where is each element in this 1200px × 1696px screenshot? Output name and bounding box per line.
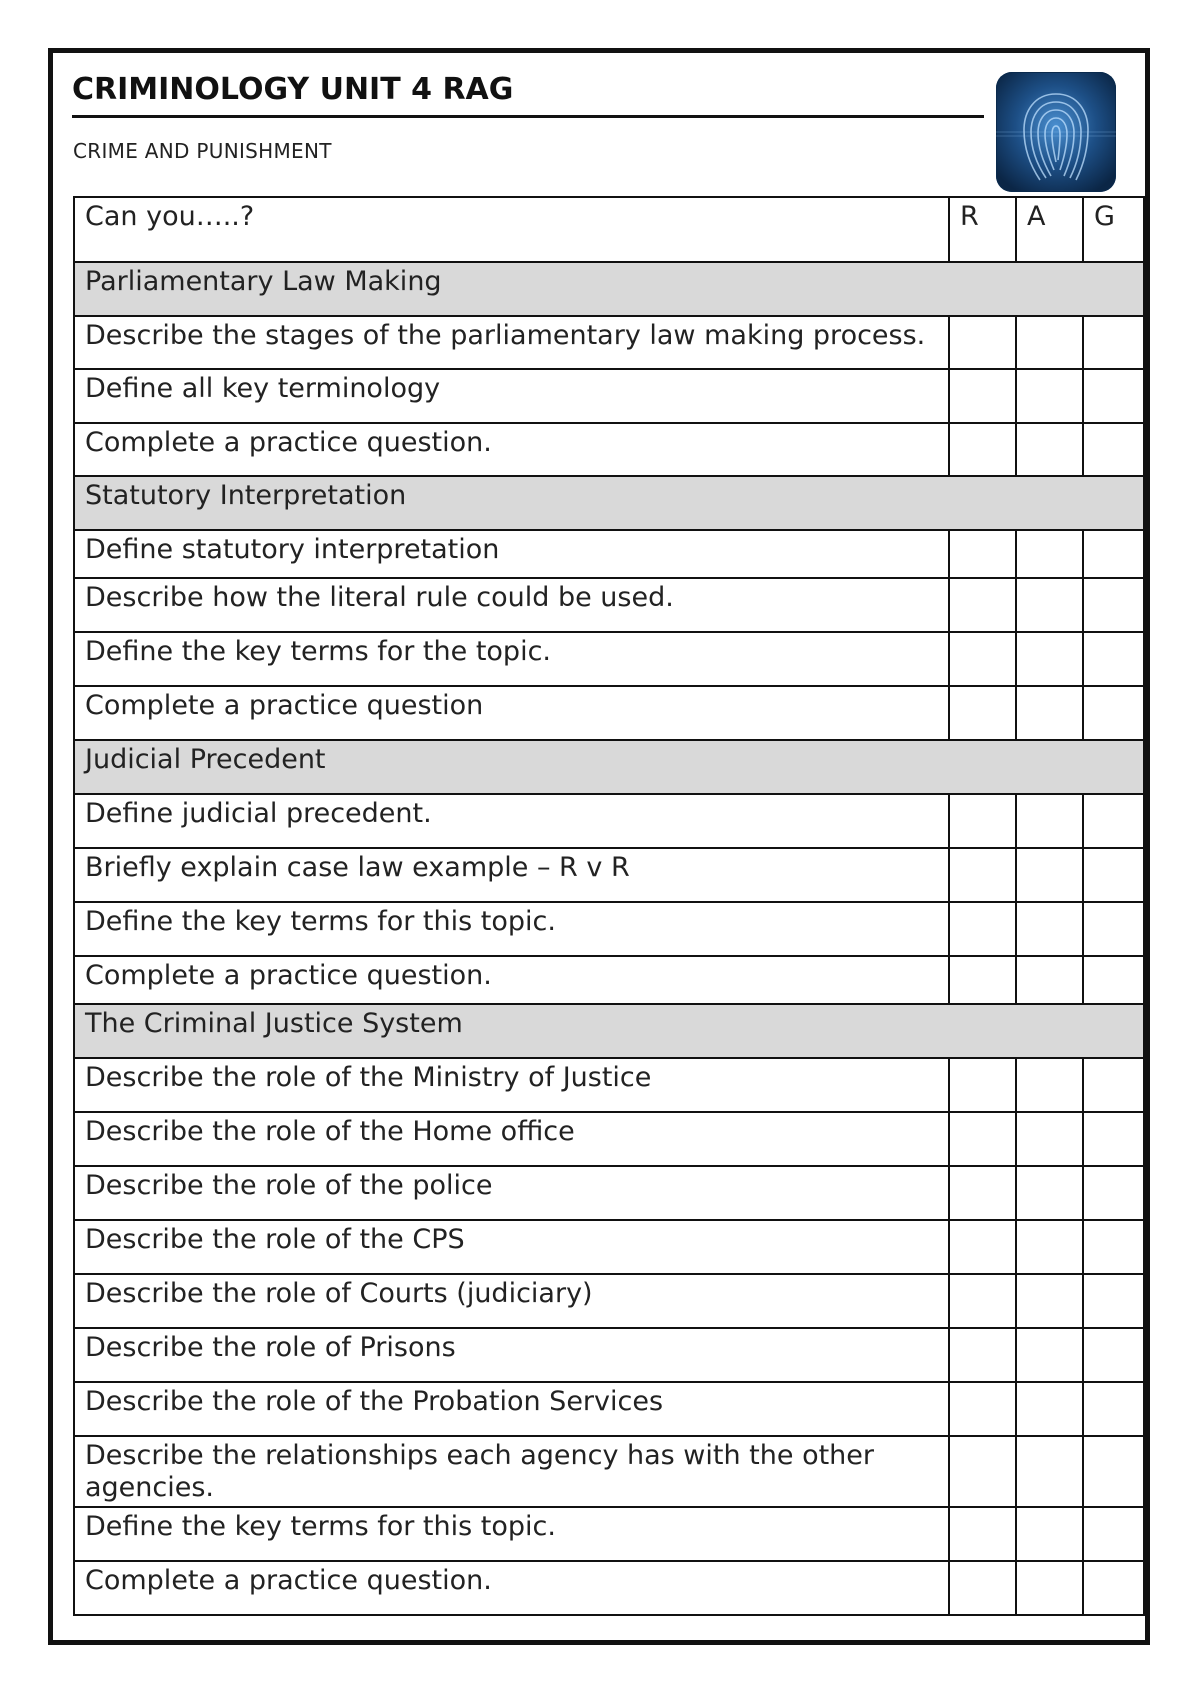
rag-cell-r[interactable] (949, 1058, 1016, 1112)
rag-cell-g[interactable] (1083, 1220, 1144, 1274)
question-cell: Complete a practice question. (74, 956, 949, 1004)
rag-cell-r[interactable] (949, 1328, 1016, 1382)
rag-cell-g[interactable] (1083, 1112, 1144, 1166)
rag-cell-r[interactable] (949, 632, 1016, 686)
rag-cell-a[interactable] (1016, 1561, 1083, 1615)
question-cell: Define the key terms for this topic. (74, 1507, 949, 1561)
rag-cell-r[interactable] (949, 316, 1016, 369)
table-row (74, 316, 1144, 369)
rag-cell-a[interactable] (1016, 1328, 1083, 1382)
question-cell: Describe the role of the Home office (74, 1112, 949, 1166)
section-row (74, 740, 1144, 794)
header-question: Can you…..? (74, 197, 949, 262)
question-cell: Complete a practice question. (74, 423, 949, 476)
rag-cell-r[interactable] (949, 1166, 1016, 1220)
table-row (74, 1561, 1144, 1615)
rag-cell-a[interactable] (1016, 956, 1083, 1004)
rag-cell-a[interactable] (1016, 686, 1083, 740)
question-cell: Briefly explain case law example – R v R (74, 848, 949, 902)
rag-cell-a[interactable] (1016, 369, 1083, 423)
section-row (74, 1004, 1144, 1058)
table-row (74, 686, 1144, 740)
rag-cell-g[interactable] (1083, 1058, 1144, 1112)
rag-cell-a[interactable] (1016, 423, 1083, 476)
question-cell: Describe the role of Prisons (74, 1328, 949, 1382)
table-row (74, 902, 1144, 956)
table-row (74, 1507, 1144, 1561)
rag-cell-a[interactable] (1016, 902, 1083, 956)
table-row (74, 578, 1144, 632)
rag-cell-g[interactable] (1083, 686, 1144, 740)
question-cell: Define the key terms for the topic. (74, 632, 949, 686)
header-a: A (1016, 197, 1083, 262)
rag-cell-g[interactable] (1083, 632, 1144, 686)
table-row (74, 794, 1144, 848)
rag-cell-a[interactable] (1016, 578, 1083, 632)
title-underline (72, 115, 984, 118)
rag-cell-g[interactable] (1083, 1328, 1144, 1382)
table-header-row (74, 197, 1144, 262)
rag-cell-g[interactable] (1083, 956, 1144, 1004)
rag-cell-r[interactable] (949, 423, 1016, 476)
table-row (74, 1166, 1144, 1220)
page-subtitle: CRIME AND PUNISHMENT (73, 139, 332, 163)
rag-cell-r[interactable] (949, 578, 1016, 632)
question-cell: Describe the stages of the parliamentary law making process. (74, 316, 949, 369)
table-row (74, 632, 1144, 686)
rag-cell-a[interactable] (1016, 1382, 1083, 1436)
table-row (74, 1274, 1144, 1328)
question-cell: Describe the role of the Ministry of Justice (74, 1058, 949, 1112)
question-cell: Complete a practice question. (74, 1561, 949, 1615)
question-cell: Describe the relationships each agency has with the other agencies. (74, 1436, 949, 1507)
rag-cell-r[interactable] (949, 1220, 1016, 1274)
header-r: R (949, 197, 1016, 262)
question-cell: Describe the role of the Probation Services (74, 1382, 949, 1436)
question-cell: Define the key terms for this topic. (74, 902, 949, 956)
table-row (74, 1436, 1144, 1507)
question-cell: Describe the role of Courts (judiciary) (74, 1274, 949, 1328)
rag-cell-a[interactable] (1016, 316, 1083, 369)
rag-cell-r[interactable] (949, 1507, 1016, 1561)
table-row (74, 848, 1144, 902)
question-cell: Define judicial precedent. (74, 794, 949, 848)
section-title: Judicial Precedent (74, 740, 1144, 794)
rag-cell-r[interactable] (949, 1274, 1016, 1328)
rag-cell-a[interactable] (1016, 794, 1083, 848)
page-title: CRIMINOLOGY UNIT 4 RAG (72, 72, 514, 107)
rag-cell-a[interactable] (1016, 1274, 1083, 1328)
rag-cell-r[interactable] (949, 686, 1016, 740)
rag-cell-r[interactable] (949, 794, 1016, 848)
rag-cell-g[interactable] (1083, 1561, 1144, 1615)
rag-cell-r[interactable] (949, 530, 1016, 578)
section-title: The Criminal Justice System (74, 1004, 1144, 1058)
rag-cell-a[interactable] (1016, 1112, 1083, 1166)
rag-cell-g[interactable] (1083, 369, 1144, 423)
rag-cell-r[interactable] (949, 1112, 1016, 1166)
table-row (74, 423, 1144, 476)
question-cell: Describe how the literal rule could be used. (74, 578, 949, 632)
rag-cell-a[interactable] (1016, 632, 1083, 686)
rag-cell-a[interactable] (1016, 1436, 1083, 1507)
section-row (74, 476, 1144, 530)
section-row (74, 262, 1144, 316)
rag-cell-g[interactable] (1083, 1382, 1144, 1436)
question-cell: Define all key terminology (74, 369, 949, 423)
rag-cell-r[interactable] (949, 1436, 1016, 1507)
table-row (74, 956, 1144, 1004)
rag-cell-a[interactable] (1016, 530, 1083, 578)
table-row (74, 1058, 1144, 1112)
section-title: Statutory Interpretation (74, 476, 1144, 530)
rag-cell-a[interactable] (1016, 1220, 1083, 1274)
question-cell: Complete a practice question (74, 686, 949, 740)
rag-cell-g[interactable] (1083, 530, 1144, 578)
question-cell: Define statutory interpretation (74, 530, 949, 578)
rag-cell-a[interactable] (1016, 1166, 1083, 1220)
rag-cell-r[interactable] (949, 1561, 1016, 1615)
table-row (74, 530, 1144, 578)
rag-cell-a[interactable] (1016, 1507, 1083, 1561)
rag-cell-a[interactable] (1016, 848, 1083, 902)
rag-cell-g[interactable] (1083, 423, 1144, 476)
rag-cell-g[interactable] (1083, 848, 1144, 902)
rag-cell-r[interactable] (949, 848, 1016, 902)
rag-cell-g[interactable] (1083, 1507, 1144, 1561)
rag-cell-r[interactable] (949, 902, 1016, 956)
rag-cell-g[interactable] (1083, 902, 1144, 956)
rag-cell-r[interactable] (949, 956, 1016, 1004)
table-row (74, 1328, 1144, 1382)
rag-cell-g[interactable] (1083, 794, 1144, 848)
rag-cell-g[interactable] (1083, 1166, 1144, 1220)
table-row (74, 1112, 1144, 1166)
rag-cell-g[interactable] (1083, 578, 1144, 632)
rag-cell-g[interactable] (1083, 1274, 1144, 1328)
rag-cell-g[interactable] (1083, 316, 1144, 369)
table-row (74, 1382, 1144, 1436)
table-row (74, 369, 1144, 423)
rag-cell-a[interactable] (1016, 1058, 1083, 1112)
question-cell: Describe the role of the police (74, 1166, 949, 1220)
fingerprint-icon (996, 72, 1116, 192)
section-title: Parliamentary Law Making (74, 262, 1144, 316)
rag-cell-r[interactable] (949, 1382, 1016, 1436)
table-row (74, 1220, 1144, 1274)
rag-table (73, 196, 1145, 1616)
rag-cell-g[interactable] (1083, 1436, 1144, 1507)
header-g: G (1083, 197, 1144, 262)
rag-cell-r[interactable] (949, 369, 1016, 423)
question-cell: Describe the role of the CPS (74, 1220, 949, 1274)
